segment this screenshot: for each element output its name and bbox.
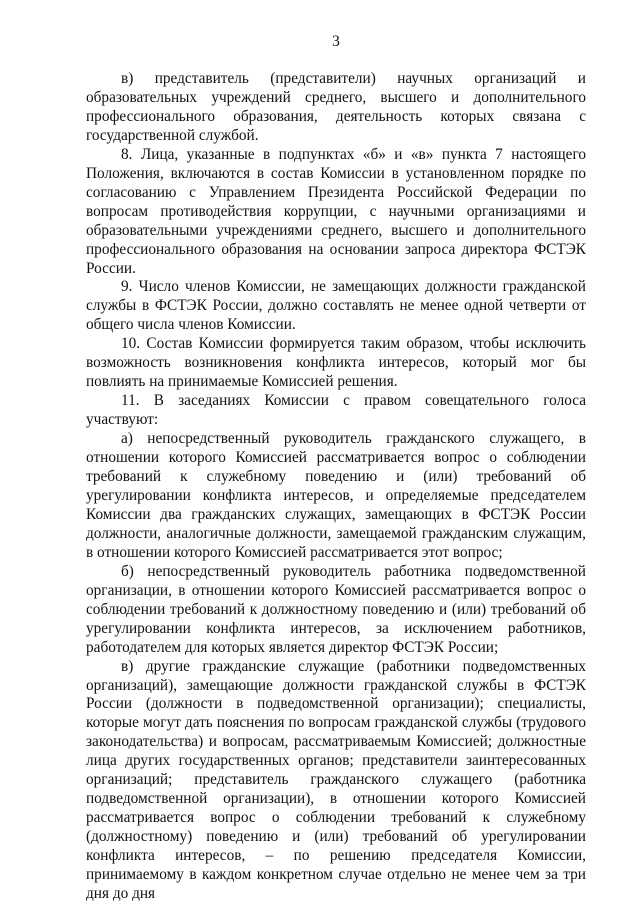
paragraph-7v: в) представитель (представители) научных организаций и образовательных учреждений среднего, высшего и дополнительного профессионального образования, деятельность которых связана с государственной службой. [86,70,586,144]
paragraph-11a: а) непосредственный руководитель гражданского служащего, в отношении которого Комиссией рассматривается вопрос о соблюдении требований к служебному поведению и (или) требований об урегулировании конфликта интересов, и определяемые председателем Комиссии два гражданских служащих, замещающих в ФСТЭК России должности, аналогичные должности, замещаемой гражданским служащим, в отношении которого Комиссией рассматривается этот вопрос; [86,430,586,561]
paragraph-11v: в) другие гражданские служащие (работники подведомственных организаций), замещающие должности гражданской службы в ФСТЭК России (должности в подведомственной организации); специалисты, которые могут дать пояснения по вопросам гражданской службы (трудового законодательства) и вопросам, рассматриваемым Комиссией; должностные лица других государственных органов; представители заинтересованных организаций; представитель гражданского служащего (работника подведомственной организации), в отношении которого Комиссией рассматривается вопрос о соблюдении требований к служебному (должностному) поведению и (или) требований об урегулировании конфликта интересов, – по решению председателя Комиссии, принимаемому в каждом конкретном случае отдельно не менее чем за три дня до дня [86,657,586,902]
paragraph-11: 11. В заседаниях Комиссии с правом совещательного голоса участвуют: [86,392,586,429]
paragraph-11b: б) непосредственный руководитель работника подведомственной организации, в отношении которого Комиссией рассматривается вопрос о соблюдении требований к должностному поведению и (или) требований об урегулировании конфликта интересов, за исключением работников, работодателем для которых является директор ФСТЭК России; [86,562,586,656]
document-page [86,32,586,904]
page-number: 3 [332,33,340,50]
paragraph-9: 9. Число членов Комиссии, не замещающих должности гражданской службы в ФСТЭК России, должно составлять не менее одной четверти от общего числа членов Комиссии. [86,278,586,334]
paragraph-8: 8. Лица, указанные в подпунктах «б» и «в» пункта 7 настоящего Положения, включаются в состав Комиссии в установленном порядке по согласованию с Управлением Президента Российской Федерации по вопросам противодействия коррупции, с научными организациями и образовательными учреждениями среднего, высшего и дополнительного профессионального образования на основании запроса директора ФСТЭК России. [86,145,586,277]
paragraph-10: 10. Состав Комиссии формируется таким образом, чтобы исключить возможность возникновения конфликта интересов, который мог бы повлиять на принимаемые Комиссией решения. [86,335,586,391]
